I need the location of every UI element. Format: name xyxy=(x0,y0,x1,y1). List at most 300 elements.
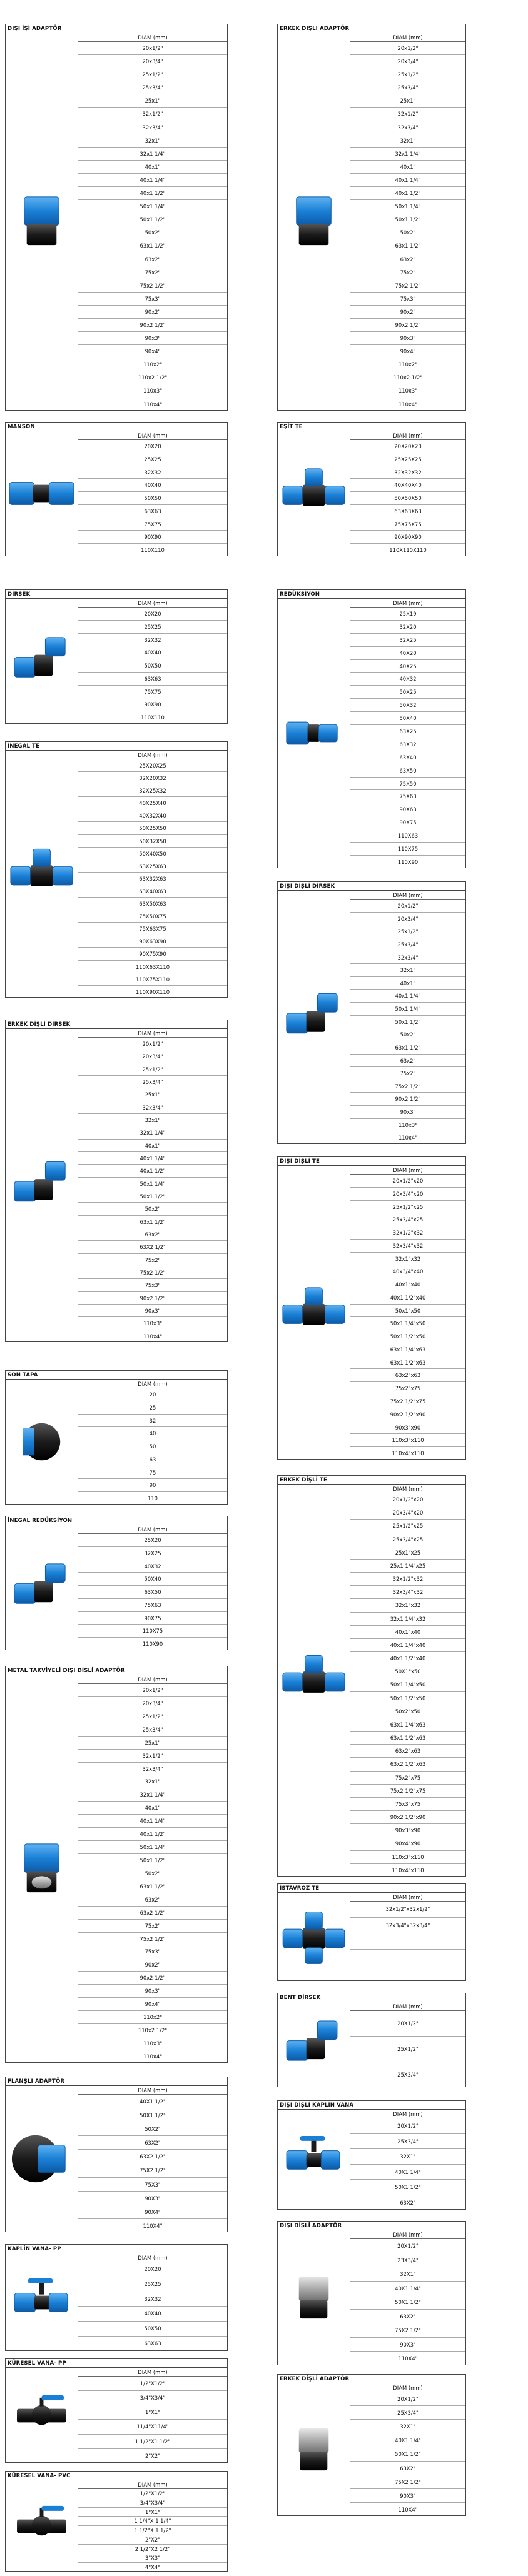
size-row: 25X25X25 xyxy=(350,453,465,466)
product-title: KAPLİN VANA- PP xyxy=(6,2245,227,2253)
size-row: 1 1/2"X1 1/2" xyxy=(78,2435,227,2449)
size-row: 32x1/2" xyxy=(78,108,227,121)
size-row: 40X25X40 xyxy=(78,797,227,809)
size-table xyxy=(350,431,465,556)
size-table xyxy=(350,2383,465,2515)
size-table-header: DIAM (mm) xyxy=(78,1380,227,1388)
size-row: 75X75X75 xyxy=(350,518,465,531)
size-row: 75X75 xyxy=(78,686,227,699)
size-row: 32X25 xyxy=(78,1547,227,1560)
size-row: 50x1 1/2"x50 xyxy=(350,1692,465,1705)
size-table-header: DIAM (mm) xyxy=(350,891,465,900)
size-row: 90x4" xyxy=(78,1998,227,2011)
size-row: 50X25 xyxy=(350,686,465,699)
size-row: 32x3/4" xyxy=(78,1101,227,1114)
equal-tee-icon xyxy=(278,431,350,556)
size-row: 20x1/2" xyxy=(350,900,465,913)
size-table xyxy=(78,751,227,997)
size-row: 25x1/2" xyxy=(78,1063,227,1076)
size-row: 90X63 xyxy=(350,803,465,816)
size-row: 40X1 1/2" xyxy=(78,2095,227,2108)
product-image xyxy=(6,2368,78,2462)
reducing-elbow-icon xyxy=(6,1525,78,1650)
size-row: 63x1 1/2" xyxy=(350,239,465,253)
size-table-header: DIAM (mm) xyxy=(78,751,227,759)
size-table xyxy=(350,1485,465,1876)
size-row: 20X20 xyxy=(78,2262,227,2277)
elbow-icon xyxy=(6,599,78,723)
size-table xyxy=(78,599,227,723)
product-image xyxy=(6,1525,78,1650)
size-row: 90X75 xyxy=(78,1612,227,1625)
size-table-header: DIAM (mm) xyxy=(350,2110,465,2118)
size-row: 110x4" xyxy=(143,1333,163,1340)
size-row: 50x2"x50 xyxy=(350,1705,465,1718)
size-row: 90x2 1/2" xyxy=(78,1292,227,1305)
size-row: 75x2 1/2" xyxy=(350,279,465,293)
size-row: 63x1 1/2" xyxy=(78,1216,227,1228)
size-row: 110x3" xyxy=(78,2037,227,2050)
size-row: 20X1/2" xyxy=(350,2392,465,2406)
size-row: 2"X2" xyxy=(78,2535,227,2545)
size-row: 20x3/4" xyxy=(78,55,227,68)
size-row: 20x3/4" xyxy=(350,55,465,68)
size-row: 32X25X32 xyxy=(78,784,227,797)
size-row: 32x1/2" xyxy=(78,1750,227,1763)
size-row: 90X4" xyxy=(78,2205,227,2219)
size-row: 90x2 1/2" xyxy=(350,319,465,332)
size-row: 90x3"x90 xyxy=(350,1824,465,1837)
size-row: 63x2 1/2"x63 xyxy=(350,1758,465,1771)
size-row: 40x1 1/2"x40 xyxy=(350,1291,465,1305)
size-row: 75X2 1/2" xyxy=(78,2163,227,2177)
product-block xyxy=(277,1993,466,2087)
size-row: 110X90 xyxy=(397,858,419,865)
size-row: 63x1 1/2"x63 xyxy=(350,1732,465,1745)
size-row: 75x3" xyxy=(78,293,227,306)
size-row: 32x1 1/4" xyxy=(78,1126,227,1139)
size-row: 50x1 1/4"x50 xyxy=(350,1678,465,1691)
size-row: 63x1 1/4"x63 xyxy=(350,1718,465,1732)
size-table-header: DIAM (mm) xyxy=(350,1893,465,1902)
size-row: 50X1 1/2" xyxy=(350,2180,465,2195)
size-row: 75x2 1/2" xyxy=(350,1080,465,1093)
product-image xyxy=(6,599,78,723)
size-row: 63X2" xyxy=(400,2199,416,2206)
product-block xyxy=(277,589,466,868)
size-table xyxy=(78,2086,227,2232)
size-row: 110x3" xyxy=(78,1317,227,1330)
size-row: 25X19 xyxy=(350,608,465,621)
size-row: 50X40X50 xyxy=(78,848,227,860)
size-table-header: DIAM (mm) xyxy=(350,1485,465,1493)
size-table xyxy=(350,599,465,868)
size-row: 25x1 1/4"x25 xyxy=(350,1560,465,1573)
size-table xyxy=(78,33,227,410)
size-row: 63X25 xyxy=(350,725,465,738)
product-title: İNEGAL TE xyxy=(6,742,227,751)
size-row: 90x3" xyxy=(78,332,227,345)
size-row: 1/2"X1/2" xyxy=(78,2377,227,2391)
size-row: 75x2" xyxy=(350,1067,465,1080)
product-block xyxy=(5,24,228,411)
ball-valve-pvc-icon xyxy=(6,2480,78,2571)
size-row: 25X3/4" xyxy=(397,2072,419,2078)
size-row: 110X63X110 xyxy=(78,961,227,973)
size-table-header: DIAM (mm) xyxy=(350,1166,465,1175)
size-row: 32X20 xyxy=(350,621,465,634)
size-row: 90x3" xyxy=(350,1106,465,1119)
size-table xyxy=(78,1029,227,1341)
product-block xyxy=(277,1156,466,1460)
size-row: 110 xyxy=(148,1495,158,1502)
size-row: 32x3/4" xyxy=(350,121,465,134)
female-adaptor-icon xyxy=(6,33,78,410)
size-row: 110X63 xyxy=(350,829,465,843)
size-row: 3"X3" xyxy=(78,2553,227,2563)
product-image xyxy=(278,891,350,1143)
size-row: 40x3/4"x40 xyxy=(350,1265,465,1278)
size-row xyxy=(350,1965,465,1982)
size-row: 20x1/2" xyxy=(78,1684,227,1697)
product-title: MANŞON xyxy=(6,423,227,431)
size-row: 75x2 1/2"x75 xyxy=(350,1395,465,1408)
size-table-header: DIAM (mm) xyxy=(350,33,465,42)
size-table xyxy=(350,33,465,410)
size-row: 110x3" xyxy=(350,384,465,398)
size-row: 25X1/2" xyxy=(350,2037,465,2062)
size-row: 50x2" xyxy=(350,226,465,239)
product-image xyxy=(278,599,350,868)
size-row: 20X20 xyxy=(78,440,227,453)
size-row: 25x1" xyxy=(350,94,465,108)
size-row: 32x1/2"x32 xyxy=(350,1573,465,1586)
size-row: 63x1 1/2" xyxy=(350,1041,465,1055)
product-title: İNEGAL REDÜKSİYON xyxy=(6,1516,227,1525)
size-row: 50x1 1/2" xyxy=(78,213,227,226)
male-adaptor-icon xyxy=(278,33,350,410)
size-row: 40x1 1/2" xyxy=(78,1828,227,1841)
size-row: 25 xyxy=(78,1401,227,1415)
size-row: 40x1 1/4" xyxy=(78,174,227,187)
male-threaded-adaptor-icon xyxy=(278,2383,350,2515)
size-row: 25x1" xyxy=(78,1737,227,1750)
size-row: 20 xyxy=(78,1388,227,1401)
size-row: 40x1" xyxy=(78,1140,227,1152)
size-row: 110X4" xyxy=(143,2222,163,2229)
size-row: 110x4"x110 xyxy=(392,1867,424,1873)
size-row: 50x1 1/2"x50 xyxy=(350,1330,465,1343)
product-title: EŞİT TE xyxy=(278,423,465,431)
size-row: 3/4"X3/4" xyxy=(78,2391,227,2405)
size-row: 75X75 xyxy=(78,518,227,531)
size-row: 63X2" xyxy=(78,2136,227,2150)
product-title: ERKEK DİŞLİ TE xyxy=(278,1476,465,1485)
size-row: 110X4" xyxy=(398,2506,418,2513)
size-row: 63X2 1/2" xyxy=(78,2150,227,2163)
size-row: 90x2" xyxy=(350,306,465,319)
size-row: 50X25X50 xyxy=(78,822,227,834)
size-table-header: DIAM (mm) xyxy=(350,2383,465,2392)
size-row: 32x1/2"x32x1/2" xyxy=(350,1902,465,1918)
size-row: 90X90 xyxy=(78,531,227,544)
size-row: 90x4" xyxy=(78,345,227,358)
size-table-header: DIAM (mm) xyxy=(78,2368,227,2377)
product-block xyxy=(5,2358,228,2463)
size-row: 75x2 1/2" xyxy=(78,1933,227,1946)
size-row: 40x1 1/4" xyxy=(350,174,465,187)
size-row: 90x3" xyxy=(78,1985,227,1998)
size-row: 110x2" xyxy=(78,2011,227,2024)
size-row: 50x1"x50 xyxy=(350,1305,465,1318)
size-row: 90 xyxy=(78,1479,227,1492)
size-row: 50X50 xyxy=(78,659,227,673)
size-row: 25X3/4" xyxy=(350,2134,465,2150)
size-row: 32x1 1/4" xyxy=(78,1788,227,1802)
size-row: 110X110X110 xyxy=(389,547,427,554)
size-row: 50X1 1/2" xyxy=(78,2108,227,2122)
size-row: 63x1 1/4"x63 xyxy=(350,1343,465,1356)
size-row: 50x1 1/4" xyxy=(78,200,227,213)
size-row: 25X25 xyxy=(78,2277,227,2292)
size-row: 20x3/4" xyxy=(78,1697,227,1710)
size-row: 50X40 xyxy=(78,1573,227,1586)
size-row: 110X75X110 xyxy=(78,973,227,986)
coupling-icon xyxy=(6,431,78,556)
size-row: 75X2 1/2" xyxy=(350,2475,465,2489)
size-row: 25x3/4" xyxy=(350,938,465,951)
size-row: 63x2" xyxy=(350,253,465,266)
size-row: 63X25X63 xyxy=(78,860,227,873)
size-row: 25x3/4"x25 xyxy=(350,1213,465,1226)
size-row: 25x1/2" xyxy=(78,68,227,81)
size-row: 75x2" xyxy=(78,1920,227,1933)
size-row: 1 1/2"X 1 1/2" xyxy=(78,2526,227,2535)
size-row xyxy=(350,1950,465,1966)
size-row: 20x3/4" xyxy=(350,913,465,926)
size-row: 75x2"x75 xyxy=(350,1382,465,1395)
size-table xyxy=(350,2230,465,2365)
size-row: 25x3/4" xyxy=(350,81,465,94)
size-table-header: DIAM (mm) xyxy=(350,2002,465,2011)
product-image xyxy=(6,431,78,556)
size-row: 90x3"x90 xyxy=(350,1421,465,1435)
size-row: 32X32X32 xyxy=(350,466,465,479)
size-table-header: DIAM (mm) xyxy=(78,1525,227,1534)
size-row: 110X90 xyxy=(142,1641,163,1648)
size-row: 40X32 xyxy=(350,673,465,686)
size-row: 25X25 xyxy=(78,621,227,634)
product-image xyxy=(6,33,78,410)
size-row: 110x3"x110 xyxy=(350,1851,465,1864)
size-row: 40X1 1/4" xyxy=(350,2282,465,2296)
size-row: 75x3"x75 xyxy=(350,1798,465,1811)
size-row: 110x2" xyxy=(350,358,465,371)
product-image xyxy=(278,1485,350,1876)
product-image xyxy=(6,2253,78,2350)
size-row: 50x1 1/2" xyxy=(350,1016,465,1029)
size-row: 90x2 1/2" xyxy=(78,1972,227,1985)
size-row: 63X40 xyxy=(350,751,465,764)
size-table xyxy=(350,1893,465,1980)
size-row: 40x1" xyxy=(78,161,227,174)
size-row: 90x4"x90 xyxy=(350,1837,465,1850)
size-row: 32x3/4"x32 xyxy=(350,1586,465,1599)
size-row: 40X1 1/4" xyxy=(350,2433,465,2447)
size-row: 63X2 1/2" xyxy=(78,1241,227,1253)
size-row: 90X90X90 xyxy=(350,531,465,544)
size-row: 90x2 1/2" xyxy=(78,319,227,332)
size-row: 63X50 xyxy=(350,764,465,778)
size-row: 90x2 1/2"x90 xyxy=(350,1811,465,1824)
size-row: 25x3/4" xyxy=(78,1723,227,1737)
size-row: 25x1/2" xyxy=(78,1710,227,1723)
size-table xyxy=(78,2253,227,2350)
product-block xyxy=(277,24,466,411)
product-image xyxy=(278,2383,350,2515)
size-row: 20X20X20 xyxy=(350,440,465,453)
size-table-header: DIAM (mm) xyxy=(78,1675,227,1684)
size-row: 110x2 1/2" xyxy=(78,371,227,384)
size-table-header: DIAM (mm) xyxy=(78,599,227,608)
product-block xyxy=(277,1475,466,1877)
size-row: 20x1/2" xyxy=(78,1038,227,1050)
size-row: 40x1 1/2" xyxy=(350,187,465,200)
size-row: 110x4" xyxy=(143,401,163,408)
size-row: 90X3" xyxy=(350,2338,465,2352)
product-block xyxy=(277,422,466,556)
size-row: 63x2"x63 xyxy=(350,1369,465,1382)
size-row: 110x2 1/2" xyxy=(78,2024,227,2037)
size-row: 50x2" xyxy=(78,1867,227,1880)
coupling-valve-icon xyxy=(6,2253,78,2350)
size-row: 32x1" xyxy=(78,1775,227,1788)
size-row: 63x2" xyxy=(78,253,227,266)
size-row: 40x1 1/4" xyxy=(78,1152,227,1165)
size-row: 110X110 xyxy=(141,714,165,721)
wall-elbow-icon xyxy=(278,2002,350,2087)
size-row: 90x3" xyxy=(78,1305,227,1317)
product-block xyxy=(5,1370,228,1505)
size-row: 1"X1" xyxy=(78,2508,227,2517)
size-row: 110X90X110 xyxy=(135,988,170,995)
product-image xyxy=(278,33,350,410)
female-valve-icon xyxy=(278,2110,350,2209)
size-row: 110x4" xyxy=(398,1135,418,1141)
size-row: 25x1" xyxy=(78,94,227,108)
size-row: 63X63X63 xyxy=(350,505,465,518)
size-row: 25x1"x25 xyxy=(350,1546,465,1560)
size-row: 63X63 xyxy=(78,673,227,686)
size-row: 32X25 xyxy=(350,634,465,647)
size-row: 110X75 xyxy=(350,843,465,856)
size-row: 50x2" xyxy=(78,1203,227,1215)
size-row: 75x3" xyxy=(78,1279,227,1291)
size-table-header: DIAM (mm) xyxy=(78,2253,227,2262)
size-row: 25x1" xyxy=(78,1088,227,1101)
product-title: FLANŞLI ADAPTÖR xyxy=(6,2077,227,2086)
size-row: 75x2 1/2" xyxy=(78,1266,227,1279)
size-row: 63x2" xyxy=(78,1893,227,1907)
size-row: 40x1 1/4" xyxy=(350,990,465,1003)
size-row: 32x1 1/4" xyxy=(78,148,227,161)
product-title: ERKEK DİŞLİ ADAPTÖR xyxy=(278,2375,465,2383)
size-row: 50x1 1/2" xyxy=(78,1854,227,1867)
size-row: 110x4" xyxy=(398,401,418,408)
size-row: 90X75X90 xyxy=(78,948,227,960)
size-row: 25X25 xyxy=(78,453,227,466)
size-row: 20X1/2" xyxy=(350,2011,465,2037)
size-row: 32x1" xyxy=(78,134,227,148)
size-row: 63x2"x63 xyxy=(350,1745,465,1758)
product-block xyxy=(277,1883,466,1981)
size-row: 25x3/4" xyxy=(78,1076,227,1088)
size-row: 63x2 1/2" xyxy=(78,1907,227,1920)
size-table xyxy=(350,2110,465,2209)
size-row: 40x1 1/2"x40 xyxy=(350,1652,465,1665)
size-row: 110X110 xyxy=(141,547,165,554)
size-row: 63X2" xyxy=(350,2462,465,2475)
size-row: 63X50 xyxy=(78,1586,227,1599)
size-table xyxy=(78,1675,227,2062)
size-row: 90X90 xyxy=(78,698,227,711)
size-row: 11/4"X11/4" xyxy=(78,2420,227,2434)
size-row: 40x1" xyxy=(78,1802,227,1815)
size-row: 75 xyxy=(78,1466,227,1480)
size-row: 50X2" xyxy=(78,2122,227,2136)
size-row: 75X2 1/2" xyxy=(350,2323,465,2338)
size-row: 32x3/4" xyxy=(350,951,465,965)
flange-adaptor-icon xyxy=(6,2086,78,2232)
size-table xyxy=(78,1380,227,1504)
size-row: 25x1/2"x25 xyxy=(350,1520,465,1533)
size-row: 63X32X63 xyxy=(78,873,227,885)
size-row: 63x1 1/2" xyxy=(78,1880,227,1893)
size-row: 110x3" xyxy=(350,1119,465,1132)
product-title: DIŞI DİŞLİ KAPLİN VANA xyxy=(278,2101,465,2110)
size-table-header: DIAM (mm) xyxy=(78,2480,227,2489)
product-image xyxy=(6,1380,78,1504)
size-row: 32X1" xyxy=(350,2149,465,2165)
size-row: 63X50X63 xyxy=(78,898,227,910)
end-cap-icon xyxy=(6,1380,78,1504)
size-table xyxy=(350,891,465,1143)
size-row: 32X1" xyxy=(350,2420,465,2433)
size-row: 75X50 xyxy=(350,778,465,791)
size-row: 20x1/2"x20 xyxy=(350,1493,465,1506)
product-block xyxy=(5,1666,228,2063)
size-row: 23X3/4" xyxy=(350,2253,465,2268)
size-row: 40x1" xyxy=(350,161,465,174)
size-row: 63 xyxy=(78,1453,227,1466)
size-row: 50X50 xyxy=(78,492,227,505)
size-row: 32x1" xyxy=(350,964,465,977)
size-row: 50X32 xyxy=(350,699,465,712)
size-row: 32X32 xyxy=(78,2292,227,2307)
size-row: 32x1" xyxy=(350,134,465,148)
size-row: 75x2" xyxy=(350,266,465,279)
size-row: 20x3/4"x20 xyxy=(350,1506,465,1520)
size-row: 40X40X40 xyxy=(350,479,465,492)
size-row: 20X20 xyxy=(78,608,227,621)
size-row xyxy=(350,1933,465,1950)
product-title: DIŞI DİŞLİ TE xyxy=(278,1157,465,1166)
size-row: 40X32 xyxy=(78,1560,227,1573)
size-row: 63X32 xyxy=(350,738,465,751)
size-table-header: DIAM (mm) xyxy=(350,431,465,440)
product-title: REDÜKSİYON xyxy=(278,590,465,599)
size-row: 40X1 1/4" xyxy=(350,2165,465,2180)
